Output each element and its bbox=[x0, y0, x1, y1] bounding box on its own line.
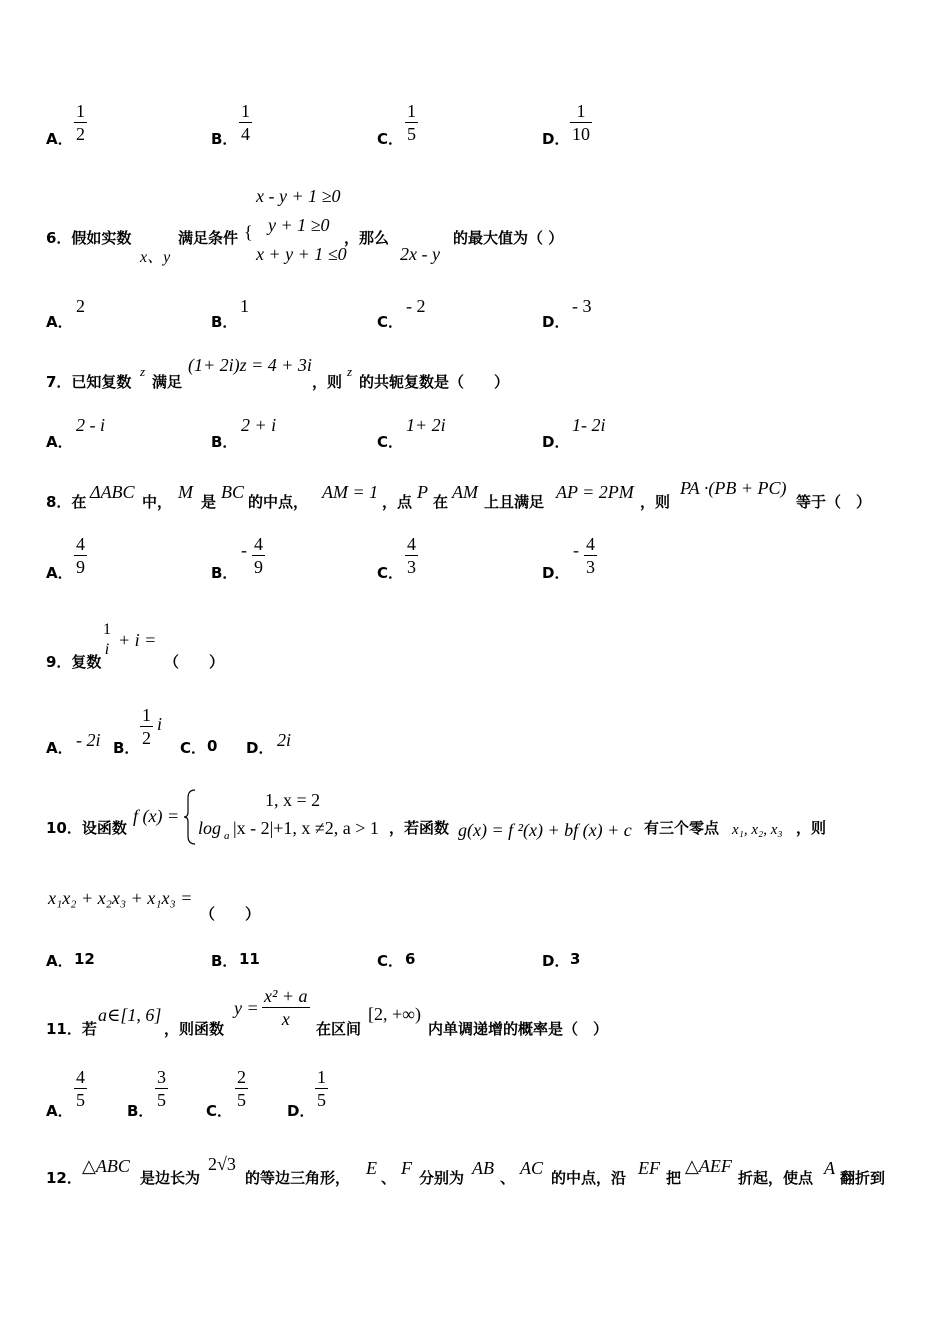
q10-option-b-label[interactable]: B． bbox=[211, 952, 238, 970]
q11-condition: a∈[1, 6] bbox=[98, 1005, 162, 1025]
q10-case-2-base: a bbox=[224, 830, 230, 842]
q12-t1: 是边长为 bbox=[140, 1169, 201, 1187]
q6-option-c-label[interactable]: C． bbox=[377, 313, 404, 331]
q12-sep2: 、 bbox=[500, 1169, 516, 1187]
q10-case-2-rest: |x - 2|+1, x ≠2, a > 1 bbox=[233, 818, 379, 838]
q6-expr: 2x - y bbox=[400, 244, 440, 264]
q8-option-d-label[interactable]: D． bbox=[542, 564, 570, 582]
q10-mid2: 有三个零点 bbox=[644, 819, 720, 837]
q5-option-d-value: $\frac{1}{10}$ bbox=[572, 101, 590, 144]
q9-option-d-value: 2i bbox=[277, 730, 292, 750]
q11-option-b-value: $\frac{3}{5}$ bbox=[157, 1067, 166, 1110]
q9-option-a-value: - 2i bbox=[76, 730, 101, 750]
q12-A: A bbox=[824, 1158, 835, 1178]
q11-option-d-value: $\frac{1}{5}$ bbox=[317, 1067, 326, 1110]
q6-condition-3: x + y + 1 ≤0 bbox=[256, 244, 347, 264]
q8-M: M bbox=[178, 482, 193, 502]
q11-mid: ，则函数 bbox=[164, 1020, 225, 1038]
q10-case-1: 1, x = 2 bbox=[265, 790, 321, 810]
q6-option-b-value: 1 bbox=[240, 296, 249, 316]
q10-line2-suffix: （ ） bbox=[200, 905, 261, 923]
q11-fraction: $\frac{\text{x² + a}}{x}$ bbox=[264, 986, 308, 1029]
q9-option-c-label[interactable]: C． bbox=[180, 739, 207, 757]
q10-option-d-value: 3 bbox=[570, 950, 581, 968]
q7-option-d-label[interactable]: D． bbox=[542, 433, 570, 451]
q6-prefix: 6．假如实数 bbox=[46, 229, 132, 247]
q6-then: ，那么 bbox=[344, 229, 390, 247]
q6-option-b-label[interactable]: B． bbox=[211, 313, 238, 331]
q11-option-d-label[interactable]: D． bbox=[287, 1102, 315, 1120]
q11-suffix: 内单调递增的概率是（ ） bbox=[428, 1020, 609, 1038]
q8-option-a-value: $\frac{4}{9}$ bbox=[76, 534, 85, 577]
q10-option-c-label[interactable]: C． bbox=[377, 952, 404, 970]
q6-option-d-value: - 3 bbox=[572, 296, 592, 316]
q8-option-d-value: $\frac{4}{3}$ bbox=[586, 534, 595, 577]
q10-case-2-log: log bbox=[198, 818, 222, 838]
q9-fraction: 1 i bbox=[103, 621, 111, 658]
q12-prefix: 12． bbox=[46, 1169, 82, 1187]
q9-rest: + i = bbox=[118, 630, 157, 650]
q10-option-b-value: 11 bbox=[239, 950, 260, 968]
q6-mid: 满足条件 bbox=[178, 229, 239, 247]
q10-option-d-label[interactable]: D． bbox=[542, 952, 570, 970]
q6-brace: { bbox=[244, 222, 253, 242]
q11-option-a-value: $\frac{4}{5}$ bbox=[76, 1067, 85, 1110]
q8-option-d-sign: - bbox=[573, 540, 579, 560]
q8-P: P bbox=[417, 482, 428, 502]
q5-option-a-label[interactable]: A． bbox=[46, 130, 73, 148]
q8-t6: 在 bbox=[433, 493, 449, 511]
q8-option-b-label[interactable]: B． bbox=[211, 564, 238, 582]
q10-option-a-label[interactable]: A． bbox=[46, 952, 73, 970]
q8-BC: BC bbox=[221, 482, 245, 502]
q8-t8: ，则 bbox=[640, 493, 671, 511]
q11-y: y = bbox=[234, 998, 259, 1018]
q8-AM: AM = 1 bbox=[322, 482, 379, 502]
q7-z: z bbox=[140, 364, 146, 379]
q10-option-a-value: 12 bbox=[74, 950, 95, 968]
q12-t6: 折起，使点 bbox=[738, 1169, 814, 1187]
q7-suffix: 的共轭复数是（ ） bbox=[359, 373, 510, 391]
q8-t7: 上且满足 bbox=[484, 493, 545, 511]
q5-option-c-label[interactable]: C． bbox=[377, 130, 404, 148]
q7-option-c-label[interactable]: C． bbox=[377, 433, 404, 451]
q7-then: ，则 bbox=[312, 373, 343, 391]
q7-option-a-label[interactable]: A． bbox=[46, 433, 73, 451]
q8-option-c-value: $\frac{4}{3}$ bbox=[407, 534, 416, 577]
q9-option-d-label[interactable]: D． bbox=[246, 739, 274, 757]
q7-option-a-value: 2 - i bbox=[76, 415, 105, 435]
q10-gx: g(x) = f ²(x) + bf (x) + c bbox=[458, 820, 632, 840]
q12-F: F bbox=[401, 1158, 412, 1178]
q6-condition-1: x - y + 1 ≥0 bbox=[256, 186, 341, 206]
q9-prefix: 9．复数 bbox=[46, 653, 102, 671]
q8-option-b-sign: - bbox=[241, 540, 247, 560]
q12-t4: 的中点，沿 bbox=[551, 1169, 627, 1187]
q9-option-c-value: 0 bbox=[207, 737, 218, 755]
q8-t1: 8．在 bbox=[46, 493, 87, 511]
q8-AM2: AM bbox=[452, 482, 478, 502]
q8-t4: 的中点， bbox=[248, 493, 309, 511]
q12-t7: 翻折到 bbox=[840, 1169, 886, 1187]
q12-t2: 的等边三角形， bbox=[245, 1169, 351, 1187]
q11-prefix: 11．若 bbox=[46, 1020, 97, 1038]
q8-t2: 中， bbox=[142, 493, 173, 511]
q7-option-b-label[interactable]: B． bbox=[211, 433, 238, 451]
q7-z2: z bbox=[347, 364, 353, 379]
q12-sep: 、 bbox=[381, 1169, 397, 1187]
q11-option-a-label[interactable]: A． bbox=[46, 1102, 73, 1120]
q12-side: 2√3 bbox=[208, 1154, 236, 1174]
q8-option-b-value: $\frac{4}{9}$ bbox=[254, 534, 263, 577]
q11-mid2: 在区间 bbox=[316, 1020, 362, 1038]
q9-option-b-tail: i bbox=[157, 714, 163, 734]
q5-option-a-value: $\frac{1}{2}$ bbox=[76, 101, 85, 144]
q12-triangle: △ABC bbox=[82, 1156, 130, 1176]
q11-option-c-label[interactable]: C． bbox=[206, 1102, 233, 1120]
q5-option-d-label[interactable]: D． bbox=[542, 130, 570, 148]
q6-option-c-value: - 2 bbox=[406, 296, 426, 316]
q6-condition-2: y + 1 ≥0 bbox=[268, 215, 330, 235]
q7-option-d-value: 1- 2i bbox=[572, 415, 606, 435]
q10-suffix: ，则 bbox=[796, 819, 827, 837]
q10-line2: x₁x₂ + x₂x₃ + x₁x₃ = bbox=[48, 888, 193, 908]
q7-mid: 满足 bbox=[152, 373, 183, 391]
q9-option-a-label[interactable]: A． bbox=[46, 739, 73, 757]
q6-option-d-label[interactable]: D． bbox=[542, 313, 570, 331]
q8-t3: 是 bbox=[201, 493, 217, 511]
q6-option-a-label[interactable]: A． bbox=[46, 313, 73, 331]
q7-option-b-value: 2 + i bbox=[241, 415, 277, 435]
q10-zeros: x₁, x₂, x₃ bbox=[732, 822, 783, 838]
q7-equation: (1+ 2i)z = 4 + 3i bbox=[188, 355, 312, 375]
q12-E: E bbox=[366, 1158, 377, 1178]
q5-option-b-value: $\frac{1}{4}$ bbox=[241, 101, 250, 144]
q12-t5: 把 bbox=[666, 1169, 682, 1187]
q6-vars: x、y bbox=[140, 249, 171, 266]
q10-mid: ，若函数 bbox=[389, 819, 450, 837]
q12-AB: AB bbox=[472, 1158, 494, 1178]
q9-option-b-value: $\frac{1}{2}$ bbox=[142, 705, 151, 748]
q12-EF: EF bbox=[638, 1158, 660, 1178]
q11-option-c-value: $\frac{2}{5}$ bbox=[237, 1067, 246, 1110]
q8-option-c-label[interactable]: C． bbox=[377, 564, 404, 582]
q10-brace bbox=[183, 788, 197, 846]
q9-suffix: （ ） bbox=[164, 653, 225, 671]
q5-option-b-label[interactable]: B． bbox=[211, 130, 238, 148]
q8-t9: 等于（ ） bbox=[796, 493, 872, 511]
q6-suffix: 的最大值为（ ） bbox=[453, 229, 564, 247]
q11-interval: [2, +∞) bbox=[368, 1004, 421, 1024]
q12-t3: 分别为 bbox=[419, 1169, 465, 1187]
q9-option-b-label[interactable]: B． bbox=[113, 739, 140, 757]
q8-PA: PA ·(PB + PC) bbox=[680, 478, 787, 498]
q7-option-c-value: 1+ 2i bbox=[406, 415, 446, 435]
q8-triangle: ΔABC bbox=[90, 482, 135, 502]
q12-AEF: △AEF bbox=[685, 1156, 732, 1176]
q10-prefix: 10．设函数 bbox=[46, 819, 127, 837]
q11-option-b-label[interactable]: B． bbox=[127, 1102, 154, 1120]
q12-AC: AC bbox=[520, 1158, 544, 1178]
q10-fx: f (x) = bbox=[133, 806, 180, 826]
q8-option-a-label[interactable]: A． bbox=[46, 564, 73, 582]
q7-prefix: 7．已知复数 bbox=[46, 373, 132, 391]
q8-t5: ，点 bbox=[382, 493, 413, 511]
q5-option-c-value: $\frac{1}{5}$ bbox=[407, 101, 416, 144]
q8-AP: AP = 2PM bbox=[556, 482, 634, 502]
q10-option-c-value: 6 bbox=[405, 950, 416, 968]
q6-option-a-value: 2 bbox=[76, 296, 85, 316]
